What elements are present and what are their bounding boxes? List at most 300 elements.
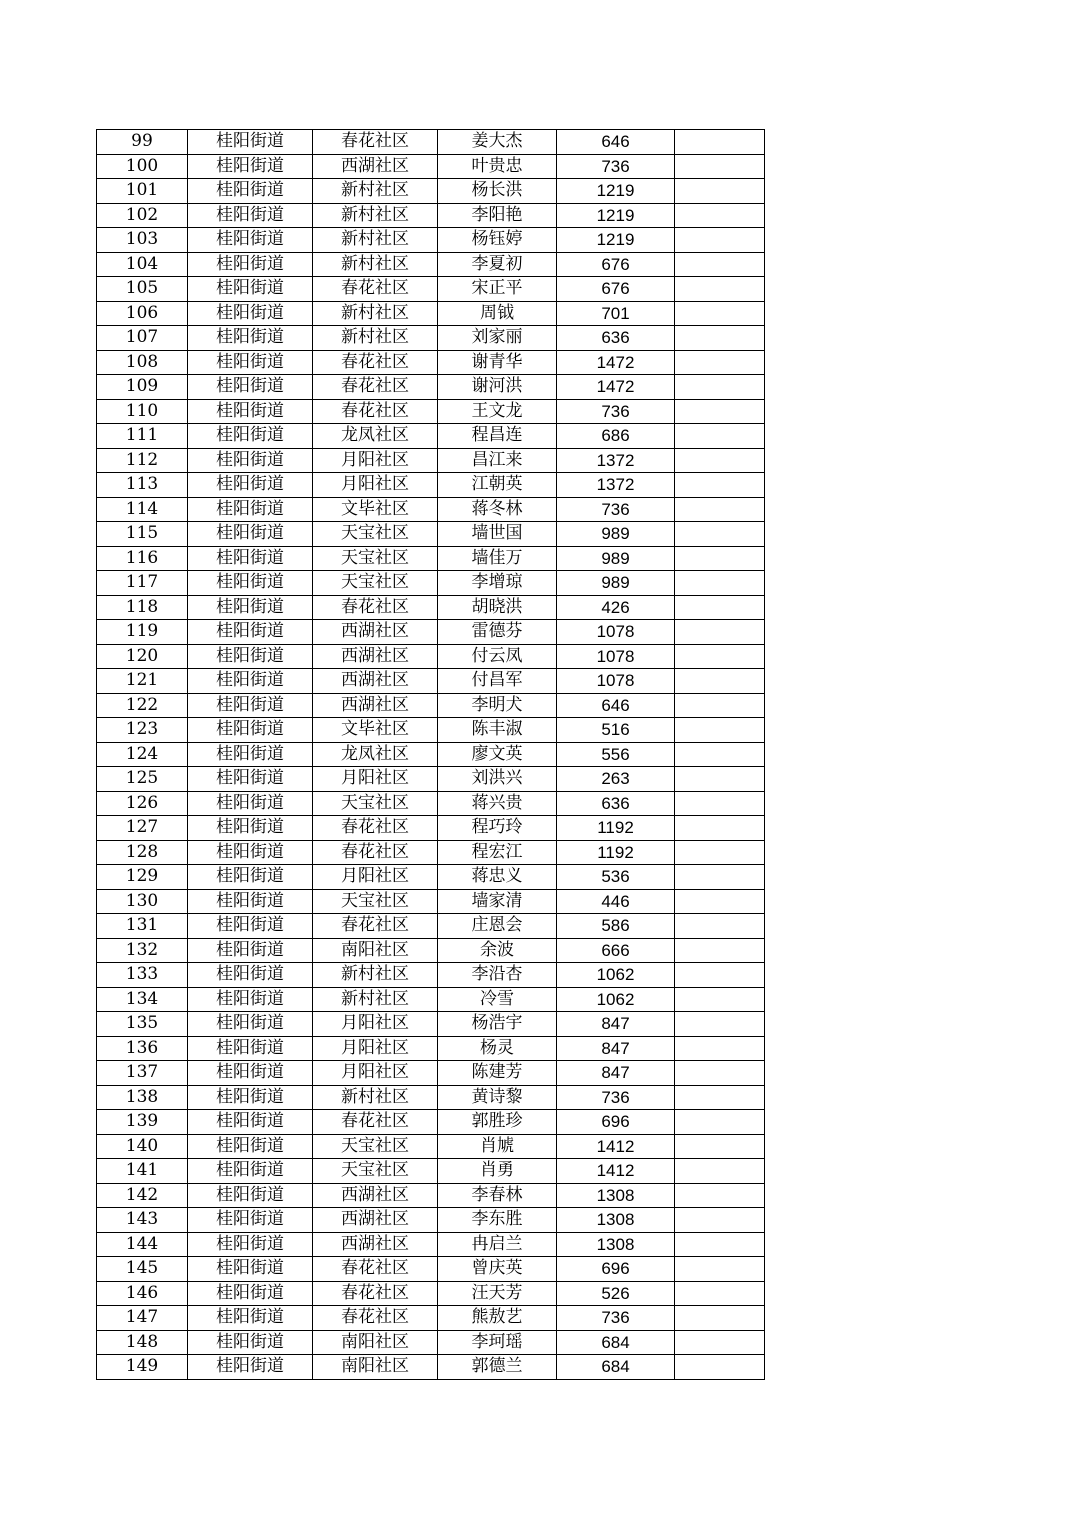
blank-cell [675, 497, 765, 522]
row-number-cell: 143 [97, 1208, 188, 1233]
amount-cell: 1372 [557, 448, 675, 473]
blank-cell [675, 914, 765, 939]
name-cell: 肖虓 [438, 1134, 557, 1159]
name-cell: 杨浩宇 [438, 1012, 557, 1037]
street-cell: 桂阳街道 [188, 1110, 313, 1135]
name-cell: 杨灵 [438, 1036, 557, 1061]
blank-cell [675, 840, 765, 865]
amount-cell: 636 [557, 326, 675, 351]
name-cell: 程巧玲 [438, 816, 557, 841]
table-row [97, 130, 765, 155]
name-cell: 曾庆英 [438, 1257, 557, 1282]
community-cell: 南阳社区 [313, 938, 438, 963]
amount-cell: 1308 [557, 1208, 675, 1233]
amount-cell: 736 [557, 154, 675, 179]
street-cell: 桂阳街道 [188, 228, 313, 253]
row-number-cell: 110 [97, 399, 188, 424]
community-cell: 新村社区 [313, 1085, 438, 1110]
community-cell: 天宝社区 [313, 1134, 438, 1159]
table-row [97, 546, 765, 571]
name-cell: 胡晓洪 [438, 595, 557, 620]
row-number-cell: 149 [97, 1355, 188, 1380]
community-cell: 春花社区 [313, 840, 438, 865]
name-cell: 熊敖艺 [438, 1306, 557, 1331]
row-number-cell: 114 [97, 497, 188, 522]
community-cell: 月阳社区 [313, 448, 438, 473]
name-cell: 廖文英 [438, 742, 557, 767]
amount-cell: 1192 [557, 840, 675, 865]
name-cell: 墙家清 [438, 889, 557, 914]
community-cell: 西湖社区 [313, 1208, 438, 1233]
blank-cell [675, 277, 765, 302]
name-cell: 冷雪 [438, 987, 557, 1012]
street-cell: 桂阳街道 [188, 938, 313, 963]
street-cell: 桂阳街道 [188, 252, 313, 277]
community-cell: 月阳社区 [313, 473, 438, 498]
blank-cell [675, 1183, 765, 1208]
street-cell: 桂阳街道 [188, 1208, 313, 1233]
name-cell: 刘洪兴 [438, 767, 557, 792]
community-cell: 春花社区 [313, 1281, 438, 1306]
row-number-cell: 102 [97, 203, 188, 228]
blank-cell [675, 154, 765, 179]
street-cell: 桂阳街道 [188, 1061, 313, 1086]
amount-cell: 1308 [557, 1183, 675, 1208]
community-cell: 新村社区 [313, 326, 438, 351]
amount-cell: 426 [557, 595, 675, 620]
blank-cell [675, 938, 765, 963]
street-cell: 桂阳街道 [188, 718, 313, 743]
table-row [97, 620, 765, 645]
community-cell: 西湖社区 [313, 154, 438, 179]
amount-cell: 736 [557, 399, 675, 424]
street-cell: 桂阳街道 [188, 1330, 313, 1355]
street-cell: 桂阳街道 [188, 350, 313, 375]
community-cell: 月阳社区 [313, 1061, 438, 1086]
table-row [97, 595, 765, 620]
community-cell: 新村社区 [313, 963, 438, 988]
roster-body [97, 130, 765, 1380]
row-number-cell: 120 [97, 644, 188, 669]
table-row [97, 1355, 765, 1380]
table-row [97, 424, 765, 449]
street-cell: 桂阳街道 [188, 914, 313, 939]
name-cell: 黄诗黎 [438, 1085, 557, 1110]
row-number-cell: 130 [97, 889, 188, 914]
name-cell: 李春林 [438, 1183, 557, 1208]
table-row [97, 644, 765, 669]
amount-cell: 1308 [557, 1232, 675, 1257]
amount-cell: 1412 [557, 1134, 675, 1159]
row-number-cell: 134 [97, 987, 188, 1012]
row-number-cell: 113 [97, 473, 188, 498]
amount-cell: 1219 [557, 203, 675, 228]
row-number-cell: 126 [97, 791, 188, 816]
blank-cell [675, 718, 765, 743]
table-row [97, 1330, 765, 1355]
amount-cell: 701 [557, 301, 675, 326]
community-cell: 龙凤社区 [313, 424, 438, 449]
amount-cell: 989 [557, 571, 675, 596]
blank-cell [675, 644, 765, 669]
street-cell: 桂阳街道 [188, 865, 313, 890]
community-cell: 春花社区 [313, 350, 438, 375]
community-cell: 春花社区 [313, 914, 438, 939]
street-cell: 桂阳街道 [188, 154, 313, 179]
row-number-cell: 101 [97, 179, 188, 204]
table-row [97, 914, 765, 939]
amount-cell: 686 [557, 424, 675, 449]
community-cell: 西湖社区 [313, 693, 438, 718]
street-cell: 桂阳街道 [188, 767, 313, 792]
name-cell: 李珂瑶 [438, 1330, 557, 1355]
street-cell: 桂阳街道 [188, 889, 313, 914]
community-cell: 龙凤社区 [313, 742, 438, 767]
amount-cell: 636 [557, 791, 675, 816]
table-row [97, 252, 765, 277]
blank-cell [675, 865, 765, 890]
community-cell: 春花社区 [313, 277, 438, 302]
row-number-cell: 127 [97, 816, 188, 841]
table-row [97, 1183, 765, 1208]
row-number-cell: 145 [97, 1257, 188, 1282]
table-row [97, 179, 765, 204]
table-row [97, 1208, 765, 1233]
amount-cell: 847 [557, 1036, 675, 1061]
amount-cell: 684 [557, 1330, 675, 1355]
amount-cell: 684 [557, 1355, 675, 1380]
name-cell: 墙佳万 [438, 546, 557, 571]
community-cell: 春花社区 [313, 595, 438, 620]
community-cell: 新村社区 [313, 987, 438, 1012]
community-cell: 天宝社区 [313, 1159, 438, 1184]
amount-cell: 263 [557, 767, 675, 792]
name-cell: 蒋兴贵 [438, 791, 557, 816]
row-number-cell: 141 [97, 1159, 188, 1184]
amount-cell: 736 [557, 1085, 675, 1110]
street-cell: 桂阳街道 [188, 1159, 313, 1184]
blank-cell [675, 1134, 765, 1159]
street-cell: 桂阳街道 [188, 963, 313, 988]
street-cell: 桂阳街道 [188, 987, 313, 1012]
blank-cell [675, 1061, 765, 1086]
name-cell: 李阳艳 [438, 203, 557, 228]
street-cell: 桂阳街道 [188, 375, 313, 400]
table-row [97, 326, 765, 351]
name-cell: 李沿杏 [438, 963, 557, 988]
table-row [97, 203, 765, 228]
community-cell: 月阳社区 [313, 865, 438, 890]
blank-cell [675, 546, 765, 571]
community-cell: 春花社区 [313, 130, 438, 155]
row-number-cell: 146 [97, 1281, 188, 1306]
blank-cell [675, 742, 765, 767]
table-row [97, 497, 765, 522]
row-number-cell: 132 [97, 938, 188, 963]
community-cell: 南阳社区 [313, 1330, 438, 1355]
table-row [97, 718, 765, 743]
name-cell: 雷德芬 [438, 620, 557, 645]
amount-cell: 526 [557, 1281, 675, 1306]
community-cell: 南阳社区 [313, 1355, 438, 1380]
community-cell: 天宝社区 [313, 889, 438, 914]
street-cell: 桂阳街道 [188, 179, 313, 204]
street-cell: 桂阳街道 [188, 497, 313, 522]
blank-cell [675, 130, 765, 155]
name-cell: 冉启兰 [438, 1232, 557, 1257]
row-number-cell: 133 [97, 963, 188, 988]
row-number-cell: 105 [97, 277, 188, 302]
row-number-cell: 147 [97, 1306, 188, 1331]
blank-cell [675, 350, 765, 375]
table-row [97, 571, 765, 596]
row-number-cell: 139 [97, 1110, 188, 1135]
row-number-cell: 128 [97, 840, 188, 865]
roster-table [96, 129, 765, 1380]
street-cell: 桂阳街道 [188, 1257, 313, 1282]
community-cell: 文毕社区 [313, 497, 438, 522]
community-cell: 文毕社区 [313, 718, 438, 743]
row-number-cell: 109 [97, 375, 188, 400]
name-cell: 宋正平 [438, 277, 557, 302]
row-number-cell: 112 [97, 448, 188, 473]
table-row [97, 1110, 765, 1135]
table-row [97, 865, 765, 890]
amount-cell: 847 [557, 1061, 675, 1086]
community-cell: 月阳社区 [313, 1012, 438, 1037]
name-cell: 付昌军 [438, 669, 557, 694]
community-cell: 西湖社区 [313, 620, 438, 645]
street-cell: 桂阳街道 [188, 326, 313, 351]
row-number-cell: 148 [97, 1330, 188, 1355]
amount-cell: 1472 [557, 375, 675, 400]
street-cell: 桂阳街道 [188, 130, 313, 155]
row-number-cell: 118 [97, 595, 188, 620]
blank-cell [675, 252, 765, 277]
street-cell: 桂阳街道 [188, 1355, 313, 1380]
row-number-cell: 103 [97, 228, 188, 253]
name-cell: 付云凤 [438, 644, 557, 669]
community-cell: 春花社区 [313, 816, 438, 841]
row-number-cell: 99 [97, 130, 188, 155]
blank-cell [675, 473, 765, 498]
blank-cell [675, 963, 765, 988]
amount-cell: 676 [557, 252, 675, 277]
table-row [97, 938, 765, 963]
amount-cell: 1219 [557, 179, 675, 204]
amount-cell: 666 [557, 938, 675, 963]
table-row [97, 987, 765, 1012]
name-cell: 汪天芳 [438, 1281, 557, 1306]
name-cell: 肖勇 [438, 1159, 557, 1184]
name-cell: 李增琼 [438, 571, 557, 596]
amount-cell: 696 [557, 1257, 675, 1282]
row-number-cell: 125 [97, 767, 188, 792]
table-row [97, 375, 765, 400]
name-cell: 杨钰婷 [438, 228, 557, 253]
table-row [97, 693, 765, 718]
amount-cell: 536 [557, 865, 675, 890]
table-row [97, 669, 765, 694]
street-cell: 桂阳街道 [188, 571, 313, 596]
community-cell: 春花社区 [313, 1110, 438, 1135]
blank-cell [675, 889, 765, 914]
name-cell: 刘家丽 [438, 326, 557, 351]
table-row [97, 1281, 765, 1306]
table-row [97, 1232, 765, 1257]
amount-cell: 989 [557, 546, 675, 571]
name-cell: 墙世国 [438, 522, 557, 547]
table-row [97, 301, 765, 326]
blank-cell [675, 203, 765, 228]
street-cell: 桂阳街道 [188, 693, 313, 718]
street-cell: 桂阳街道 [188, 742, 313, 767]
amount-cell: 446 [557, 889, 675, 914]
blank-cell [675, 669, 765, 694]
row-number-cell: 119 [97, 620, 188, 645]
row-number-cell: 100 [97, 154, 188, 179]
row-number-cell: 136 [97, 1036, 188, 1061]
amount-cell: 1078 [557, 644, 675, 669]
street-cell: 桂阳街道 [188, 669, 313, 694]
street-cell: 桂阳街道 [188, 840, 313, 865]
street-cell: 桂阳街道 [188, 1306, 313, 1331]
name-cell: 蒋忠义 [438, 865, 557, 890]
blank-cell [675, 301, 765, 326]
amount-cell: 516 [557, 718, 675, 743]
blank-cell [675, 1208, 765, 1233]
street-cell: 桂阳街道 [188, 1012, 313, 1037]
community-cell: 新村社区 [313, 301, 438, 326]
blank-cell [675, 1085, 765, 1110]
table-row [97, 448, 765, 473]
street-cell: 桂阳街道 [188, 448, 313, 473]
name-cell: 余波 [438, 938, 557, 963]
table-row [97, 889, 765, 914]
street-cell: 桂阳街道 [188, 1134, 313, 1159]
blank-cell [675, 448, 765, 473]
blank-cell [675, 399, 765, 424]
table-row [97, 228, 765, 253]
community-cell: 西湖社区 [313, 1183, 438, 1208]
community-cell: 春花社区 [313, 1257, 438, 1282]
amount-cell: 586 [557, 914, 675, 939]
blank-cell [675, 522, 765, 547]
name-cell: 叶贵忠 [438, 154, 557, 179]
street-cell: 桂阳街道 [188, 424, 313, 449]
blank-cell [675, 179, 765, 204]
amount-cell: 1078 [557, 620, 675, 645]
blank-cell [675, 1232, 765, 1257]
amount-cell: 1472 [557, 350, 675, 375]
name-cell: 昌江来 [438, 448, 557, 473]
amount-cell: 1062 [557, 963, 675, 988]
name-cell: 陈建芳 [438, 1061, 557, 1086]
blank-cell [675, 693, 765, 718]
street-cell: 桂阳街道 [188, 473, 313, 498]
name-cell: 王文龙 [438, 399, 557, 424]
street-cell: 桂阳街道 [188, 1036, 313, 1061]
table-row [97, 522, 765, 547]
table-row [97, 840, 765, 865]
community-cell: 西湖社区 [313, 644, 438, 669]
amount-cell: 696 [557, 1110, 675, 1135]
amount-cell: 646 [557, 693, 675, 718]
street-cell: 桂阳街道 [188, 203, 313, 228]
row-number-cell: 129 [97, 865, 188, 890]
community-cell: 春花社区 [313, 375, 438, 400]
name-cell: 程宏江 [438, 840, 557, 865]
street-cell: 桂阳街道 [188, 1183, 313, 1208]
blank-cell [675, 1306, 765, 1331]
street-cell: 桂阳街道 [188, 791, 313, 816]
table-row [97, 767, 765, 792]
table-row [97, 473, 765, 498]
community-cell: 天宝社区 [313, 791, 438, 816]
row-number-cell: 131 [97, 914, 188, 939]
amount-cell: 1062 [557, 987, 675, 1012]
row-number-cell: 106 [97, 301, 188, 326]
blank-cell [675, 595, 765, 620]
row-number-cell: 116 [97, 546, 188, 571]
community-cell: 新村社区 [313, 179, 438, 204]
amount-cell: 736 [557, 1306, 675, 1331]
name-cell: 谢河洪 [438, 375, 557, 400]
row-number-cell: 121 [97, 669, 188, 694]
row-number-cell: 138 [97, 1085, 188, 1110]
name-cell: 谢青华 [438, 350, 557, 375]
blank-cell [675, 424, 765, 449]
table-row [97, 1085, 765, 1110]
amount-cell: 1192 [557, 816, 675, 841]
community-cell: 天宝社区 [313, 522, 438, 547]
street-cell: 桂阳街道 [188, 1232, 313, 1257]
name-cell: 李东胜 [438, 1208, 557, 1233]
community-cell: 月阳社区 [313, 1036, 438, 1061]
amount-cell: 646 [557, 130, 675, 155]
blank-cell [675, 1281, 765, 1306]
table-row [97, 350, 765, 375]
blank-cell [675, 816, 765, 841]
table-row [97, 816, 765, 841]
community-cell: 月阳社区 [313, 767, 438, 792]
amount-cell: 847 [557, 1012, 675, 1037]
name-cell: 陈丰淑 [438, 718, 557, 743]
amount-cell: 676 [557, 277, 675, 302]
name-cell: 郭德兰 [438, 1355, 557, 1380]
street-cell: 桂阳街道 [188, 1281, 313, 1306]
row-number-cell: 140 [97, 1134, 188, 1159]
row-number-cell: 123 [97, 718, 188, 743]
blank-cell [675, 1036, 765, 1061]
street-cell: 桂阳街道 [188, 301, 313, 326]
name-cell: 周钺 [438, 301, 557, 326]
community-cell: 新村社区 [313, 252, 438, 277]
table-row [97, 1159, 765, 1184]
table-row [97, 791, 765, 816]
blank-cell [675, 1159, 765, 1184]
table-row [97, 277, 765, 302]
amount-cell: 556 [557, 742, 675, 767]
blank-cell [675, 571, 765, 596]
community-cell: 春花社区 [313, 399, 438, 424]
amount-cell: 989 [557, 522, 675, 547]
row-number-cell: 108 [97, 350, 188, 375]
community-cell: 春花社区 [313, 1306, 438, 1331]
name-cell: 蒋冬林 [438, 497, 557, 522]
row-number-cell: 122 [97, 693, 188, 718]
table-row [97, 1306, 765, 1331]
